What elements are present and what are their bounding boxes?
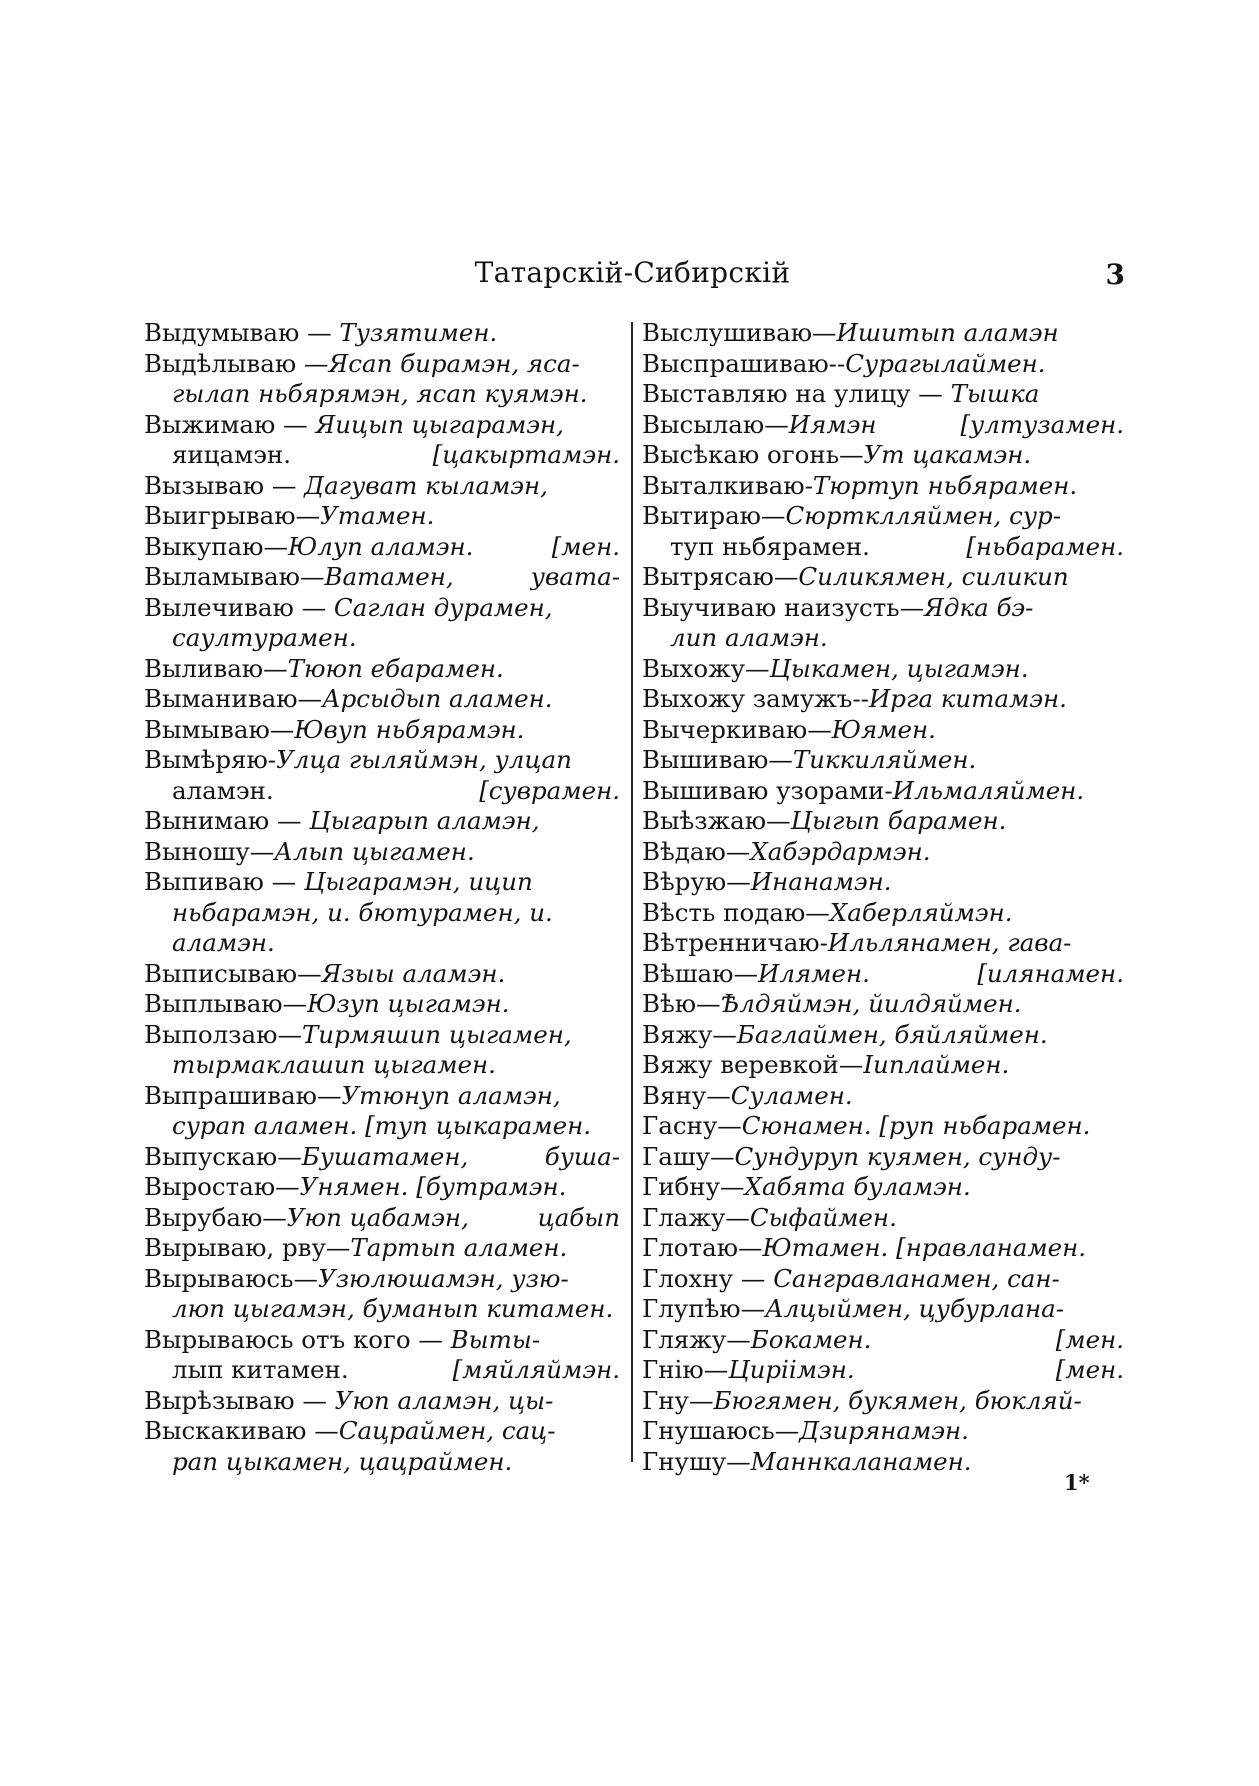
dictionary-continuation: [цакыртамэн. [432, 440, 620, 469]
dictionary-entry-text: аламэн. [172, 928, 275, 957]
dictionary-line [642, 654, 1124, 685]
dictionary-entry-text: лип аламэн. [670, 623, 828, 652]
left-column [144, 318, 620, 1477]
dictionary-entry-text: Гнію—Циріімэн. [642, 1355, 855, 1384]
dictionary-entry-text: Вынимаю — Цыгарып аламэн, [144, 806, 540, 835]
dictionary-entry-text: Выхожу замужъ--Ирга китамэн. [642, 684, 1067, 713]
dictionary-entry-text: Выставляю на улицу — Тышка [642, 379, 1040, 408]
dictionary-entry-text: ньбарамэн, и. бютурамен, и. [172, 897, 553, 927]
dictionary-line [642, 1142, 1124, 1173]
dictionary-entry-text: Вытираю—Сюртклляймен, сур- [642, 501, 1061, 530]
dictionary-entry-text: Вѣсть подаю—Хаберляймэн. [642, 897, 1013, 927]
dictionary-line [144, 1020, 620, 1051]
dictionary-line [144, 989, 620, 1020]
dictionary-line [144, 684, 620, 715]
dictionary-line [144, 532, 620, 563]
dictionary-entry-text: Выламываю—Ватамен, [144, 562, 454, 591]
dictionary-line [144, 776, 620, 807]
dictionary-line [642, 1203, 1124, 1234]
dictionary-entry-text: саултурамен. [172, 623, 357, 652]
dictionary-line [642, 837, 1124, 868]
dictionary-entry-text: Выѣзжаю—Цыгып барамен. [642, 806, 1007, 835]
dictionary-entry-text: Выпиваю — Цыгарамэн, ицип [144, 867, 533, 896]
dictionary-entry-text: Вымѣряю-Улца гыляймэн, улцап [144, 745, 572, 774]
dictionary-entry-text: Вяну—Суламен. [642, 1080, 853, 1110]
dictionary-entry-text: Гашу—Сундуруп куямен, сунду- [642, 1141, 1061, 1171]
dictionary-line [144, 1081, 620, 1112]
dictionary-entry-text: Вычеркиваю—Юямен. [642, 714, 936, 744]
dictionary-entry-text: Вытрясаю—Силикямен, силикип [642, 562, 1069, 591]
dictionary-line [642, 410, 1124, 441]
dictionary-entry-text: сурап аламен. [туп цыкарамен. [172, 1111, 592, 1140]
dictionary-entry-text: люп цыгамэн, буманып китамен. [172, 1294, 614, 1323]
dictionary-continuation: [ултузамен. [960, 409, 1124, 439]
dictionary-entry-text: Выигрываю—Утамен. [144, 501, 435, 530]
dictionary-entry-text: гылап ньбярямэн, ясап куямэн. [172, 379, 588, 408]
dictionary-line [144, 1416, 620, 1447]
signature-mark: 1* [1064, 1470, 1090, 1495]
dictionary-entry-text: Высѣкаю огонь—Ут цакамэн. [642, 440, 1032, 469]
dictionary-line [642, 1172, 1124, 1203]
dictionary-entry-text: Вѣю—Ѣлдяймэн, йилдяймен. [642, 989, 1022, 1018]
dictionary-entry-text: Вышиваю—Тиккиляймен. [642, 745, 977, 774]
dictionary-entry-text: Вѣрую—Инанамэн. [642, 867, 892, 896]
dictionary-line [144, 562, 620, 593]
dictionary-line [642, 532, 1124, 563]
dictionary-entry-text: Выслушиваю—Ишитып аламэн [642, 318, 1059, 347]
dictionary-entry-text: Выдумываю — Тузятимен. [144, 318, 498, 347]
dictionary-entry-text: Выучиваю наизусть—Ядка бэ- [642, 592, 1034, 622]
dictionary-continuation: [мен. [1055, 1324, 1124, 1354]
dictionary-line [642, 501, 1124, 532]
dictionary-line [144, 1325, 620, 1356]
dictionary-entry-text: Глупѣю—Алцыймен, цубурлана- [642, 1294, 1065, 1323]
dictionary-line [144, 837, 620, 868]
dictionary-entry-text: туп ньбярамен. [670, 531, 870, 561]
dictionary-entry-text: Гнушаюсь—Дзирянамэн. [642, 1416, 969, 1445]
dictionary-continuation: [илянамен. [977, 958, 1124, 988]
dictionary-line [144, 745, 620, 776]
dictionary-continuation: [сувpамен. [479, 775, 620, 805]
dictionary-continuation: [мяйляймэн. [452, 1355, 620, 1384]
dictionary-line [642, 806, 1124, 837]
dictionary-line [144, 1355, 620, 1386]
dictionary-line [642, 776, 1124, 807]
dictionary-entry-text: аламэн. [172, 775, 274, 805]
dictionary-entry-text: Выспрашиваю--Сурагылаймен. [642, 348, 1046, 378]
dictionary-entry-text: Гибну—Хабята буламэн. [642, 1172, 971, 1201]
dictionary-continuation: буша- [544, 1141, 620, 1171]
dictionary-entry-text: Вырываюсь—Узюлюшамэн, узю- [144, 1263, 569, 1293]
column-divider [631, 322, 633, 1462]
dictionary-entry-text: лып китамен. [172, 1355, 349, 1384]
dictionary-entry-text: Вышиваю узорами-Ильмаляймен. [642, 775, 1085, 805]
dictionary-line [642, 379, 1124, 410]
dictionary-entry-text: Высылаю—Иямэн [642, 409, 877, 439]
dictionary-entry-text: Выталкиваю-Тюртуп ньбярамен. [642, 470, 1078, 500]
dictionary-entry-text: Вырубаю—Уюп цабамэн, [144, 1202, 469, 1232]
dictionary-line [642, 1294, 1124, 1325]
dictionary-line [144, 1233, 620, 1264]
dictionary-line [144, 318, 620, 349]
dictionary-line [642, 1416, 1124, 1447]
dictionary-continuation: цабып [537, 1202, 620, 1232]
dictionary-entry-text: Выдѣлываю —Ясап бирамэн, яса- [144, 348, 580, 378]
dictionary-line [642, 1447, 1124, 1478]
dictionary-continuation: увата- [530, 562, 620, 591]
dictionary-line [144, 623, 620, 654]
dictionary-line [144, 867, 620, 898]
dictionary-entry-text: Выманиваю—Арсыдып аламен. [144, 684, 553, 713]
dictionary-line [144, 410, 620, 441]
dictionary-entry-text: Глотаю—Ютамен. [нравланамен. [642, 1233, 1087, 1262]
dictionary-line [144, 898, 620, 929]
dictionary-line [144, 1172, 620, 1203]
dictionary-line [642, 1386, 1124, 1417]
dictionary-entry-text: Гну—Бюгямен, букямен, бюкляй- [642, 1385, 1082, 1415]
dictionary-line [144, 715, 620, 746]
dictionary-line [144, 379, 620, 410]
dictionary-line [642, 1264, 1124, 1295]
dictionary-entry-text: Вяжу—Баглаймен, бяйляймен. [642, 1019, 1048, 1049]
dictionary-line [642, 684, 1124, 715]
dictionary-entry-text: Вырываюсь отъ кого — Выты- [144, 1324, 541, 1354]
dictionary-entry-text: Вырѣзываю — Уюп аламэн, цы- [144, 1385, 554, 1415]
dictionary-line [144, 1264, 620, 1295]
dictionary-entry-text: Вѣдаю—Хабэрдармэн. [642, 836, 931, 866]
dictionary-entry-text: Вѣшаю—Илямен. [642, 958, 870, 988]
dictionary-entry-text: Вымываю—Ювуп ньбярамэн. [144, 714, 525, 744]
dictionary-line [642, 1233, 1124, 1264]
dictionary-entry-text: Выпрашиваю—Утюнуп аламэн, [144, 1080, 561, 1110]
dictionary-line [642, 715, 1124, 746]
dictionary-line [642, 1081, 1124, 1112]
dictionary-line [144, 1203, 620, 1234]
dictionary-entry-text: яицамэн. [172, 440, 292, 469]
dictionary-entry-text: Глохну — Сангравланамен, сан- [642, 1263, 1060, 1293]
dictionary-line [642, 745, 1124, 776]
dictionary-line [642, 989, 1124, 1020]
dictionary-line [144, 1386, 620, 1417]
dictionary-line [642, 959, 1124, 990]
dictionary-entry-text: Выпускаю—Бушатамен, [144, 1141, 469, 1171]
dictionary-entry-text: Гасну—Сюнамен. [руп ньбарамен. [642, 1111, 1091, 1140]
dictionary-entry-text: Выплываю—Юзуп цыгамэн. [144, 989, 510, 1018]
dictionary-line [144, 349, 620, 380]
page-title: Татарскій-Сибирскій [474, 256, 791, 289]
dictionary-continuation: [мен. [1055, 1355, 1124, 1384]
dictionary-line [642, 1111, 1124, 1142]
page-header [140, 256, 1125, 300]
dictionary-line [144, 593, 620, 624]
dictionary-line [144, 959, 620, 990]
dictionary-line [144, 928, 620, 959]
dictionary-entry-text: тырмаклашип цыгамен. [172, 1050, 496, 1079]
dictionary-entry-text: Гляжу—Бокамен. [642, 1324, 872, 1354]
dictionary-line [144, 1050, 620, 1081]
dictionary-entry-text: Выхожу—Цыкамен, цыгамэн. [642, 653, 1029, 683]
dictionary-entry-text: Выскакиваю —Сацраймен, сац- [144, 1416, 556, 1445]
dictionary-entry-text: Выписываю—Языы аламэн. [144, 958, 506, 988]
dictionary-line [144, 501, 620, 532]
dictionary-line [642, 1050, 1124, 1081]
dictionary-continuation: [мен. [551, 531, 620, 561]
dictionary-entry-text: Глажу—Сыфаймен. [642, 1202, 897, 1232]
dictionary-line [642, 471, 1124, 502]
dictionary-line [642, 593, 1124, 624]
dictionary-entry-text: Вѣтренничаю-Ильлянамен, гава- [642, 928, 1072, 957]
dictionary-line [642, 1325, 1124, 1356]
dictionary-line [144, 1447, 620, 1478]
dictionary-line [144, 654, 620, 685]
dictionary-line [144, 1142, 620, 1173]
dictionary-line [642, 562, 1124, 593]
dictionary-entry-text: Выливаю—Тююп ебарамен. [144, 653, 504, 683]
dictionary-line [144, 1294, 620, 1325]
dictionary-entry-text: Вяжу веревкой—Іиплаймен. [642, 1050, 1010, 1079]
dictionary-line [642, 898, 1124, 929]
dictionary-line [642, 928, 1124, 959]
dictionary-line [642, 318, 1124, 349]
dictionary-entry-text: Выношу—Алып цыгамен. [144, 836, 475, 866]
dictionary-line [642, 867, 1124, 898]
dictionary-line [144, 440, 620, 471]
dictionary-entry-text: Вылечиваю — Саглан дурамен, [144, 592, 553, 622]
dictionary-line [642, 623, 1124, 654]
dictionary-line [642, 1020, 1124, 1051]
dictionary-line [144, 1111, 620, 1142]
dictionary-entry-text: Выростаю—Унямен. [бутрамэн. [144, 1172, 567, 1201]
dictionary-continuation: [ньбарамен. [966, 531, 1124, 561]
dictionary-line [144, 806, 620, 837]
dictionary-entry-text: Вырываю, рву—Тартып аламен. [144, 1233, 568, 1262]
dictionary-entry-text: Выползаю—Тирмяшип цыгамен, [144, 1019, 572, 1049]
dictionary-line [642, 349, 1124, 380]
dictionary-entry-text: Выжимаю — Яицып цыгарамэн, [144, 409, 564, 439]
dictionary-entry-text: Гнушу—Маннкаланамен. [642, 1446, 972, 1476]
dictionary-entry-text: Выкупаю—Юлуп аламэн. [144, 531, 474, 561]
dictionary-line [642, 440, 1124, 471]
right-column [642, 318, 1124, 1477]
dictionary-line [642, 1355, 1124, 1386]
dictionary-entry-text: рап цыкамен, цацраймен. [172, 1446, 513, 1476]
dictionary-entry-text: Вызываю — Дагуват кыламэн, [144, 470, 548, 500]
dictionary-line [144, 471, 620, 502]
page-number: 3 [1105, 258, 1125, 291]
